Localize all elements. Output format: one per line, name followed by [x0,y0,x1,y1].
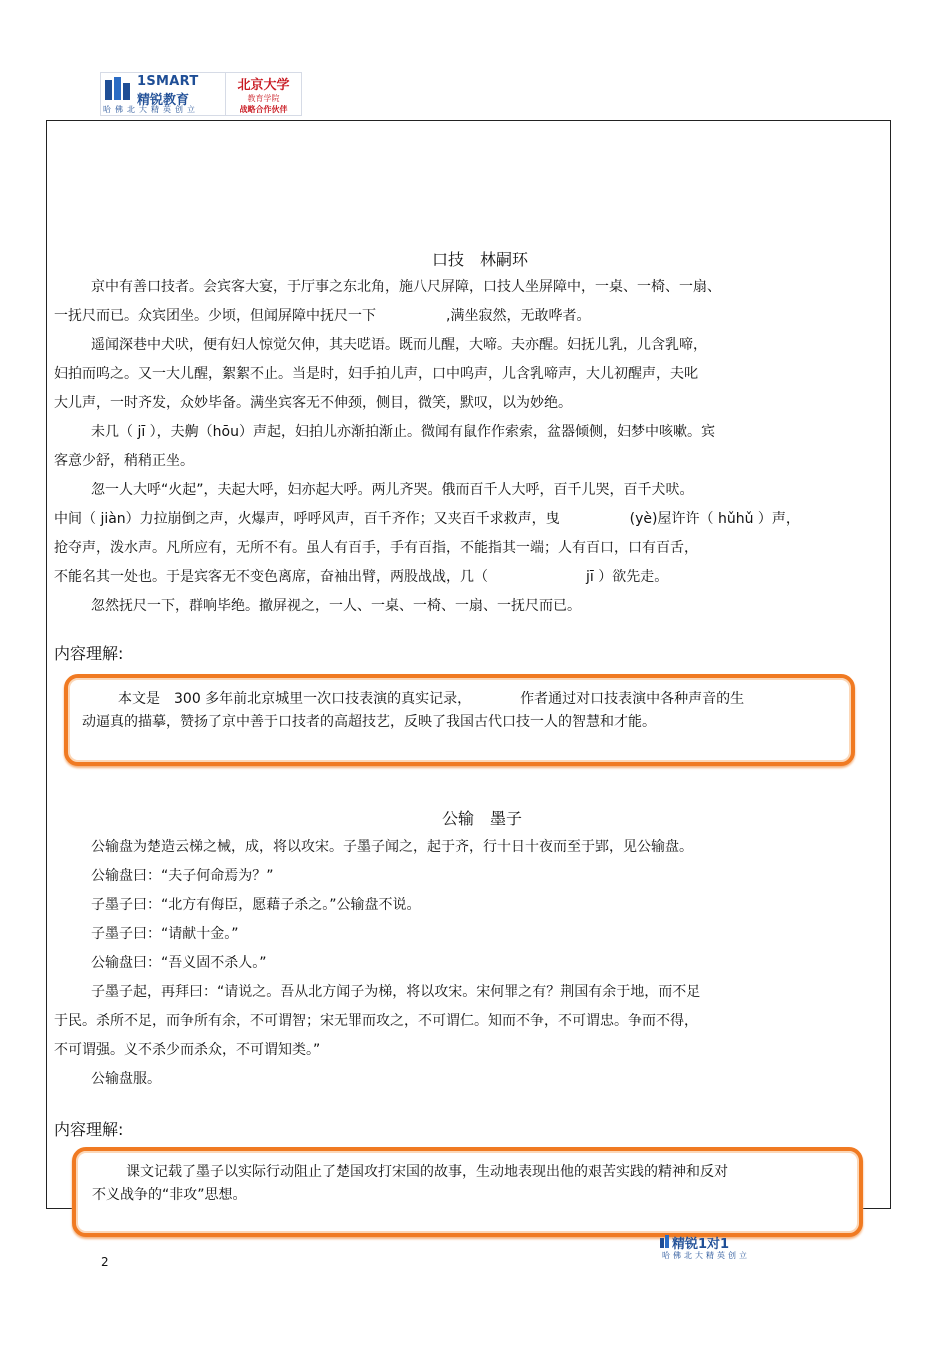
watermark-logo-icon [660,1235,670,1248]
passage2-line: 公输盘曰：“吾义固不杀人。” [91,955,267,971]
passage1-line: 客意少舒，稍稍正坐。 [54,453,194,469]
passage2-line: 子墨子起，再拜曰：“请说之。吾从北方闻子为梯，将以攻宋。宋何罪之有？荆国有余于地，而不足 [91,984,701,1000]
passage2-line: 不可谓强。义不杀少而杀众，不可谓知类。” [54,1042,321,1058]
passage1-title: 口技 林嗣环 [432,250,529,269]
brand-logo [100,72,226,116]
passage1-line: 忽然抚尺一下，群响毕绝。撤屏视之，一人、一桌、一椅、一扇、一抚尺而已。 [91,598,581,614]
partner-name: 北京大学 [237,78,290,93]
passage1-line: 大儿声，一时齐发，众妙毕备。满坐宾客无不伸颈，侧目，微笑，默叹，以为妙绝。 [54,395,572,411]
understanding-text-line: 不义战争的“非攻”思想。 [92,1187,247,1203]
passage1-line: 一抚尺而已。众宾团坐。少顷，但闻屏障中抚尺一下 ,满坐寂然，无敢哗者。 [54,308,591,324]
footer-watermark-logo [660,1233,768,1263]
header-logo [100,72,302,118]
passage2-line: 公输盘服。 [91,1071,161,1087]
passage1-line: 遥闻深巷中犬吠，便有妇人惊觉欠伸，其夫呓语。既而儿醒，大啼。夫亦醒。妇抚儿乳，儿含乳啼， [91,337,707,353]
passage2-line: 公输盘为楚造云梯之械，成，将以攻宋。子墨子闻之，起于齐，行十日十夜而至于郢，见公输盘。 [91,839,693,855]
passage1-understanding-label: 内容理解: [54,644,124,663]
watermark-text: 精锐1对1 [672,1237,730,1252]
passage1-line: 忽一人大呼“火起”，夫起大呼，妇亦起大呼。两儿齐哭。俄而百千人大呼，百千儿哭，百千犬吠。 [91,482,694,498]
brand-name-en: 1SMART [137,74,199,89]
passage1-line: 不能名其一处也。于是宾客无不变色离席，奋袖出臂，两股战战，几（ jī ）欲先走。 [54,569,669,585]
passage2-line: 子墨子曰：“请献十金。” [91,926,239,942]
brand-name-cn: 精锐教育 [137,93,190,108]
understanding-text-line: 动逼真的描摹，赞扬了京中善于口技者的高超技艺，反映了我国古代口技一人的智慧和才能。 [82,714,656,730]
page-number: 2 [101,1255,109,1269]
understanding-text-line: 课文记载了墨子以实际行动阻止了楚国攻打宋国的故事，生动地表现出他的艰苦实践的精神和反对 [126,1164,728,1180]
watermark-slogan: 哈佛北大精英创立 [662,1251,750,1260]
brand-slogan: 哈佛北大精英创立 [103,105,199,114]
passage2-line: 公输盘曰：“夫子何命焉为？” [91,868,274,884]
passage2-line: 于民。杀所不足，而争所有余，不可谓智；宋无罪而攻之，不可谓仁。知而不争，不可谓忠。争而不得， [54,1013,698,1029]
partner-role: 战略合作伙伴 [239,105,288,114]
understanding-text-line: 本文是 300 多年前北京城里一次口技表演的真实记录， 作者通过对口技表演中各种声音的生 [118,691,745,707]
passage1-line: 中间（ jiàn）力拉崩倒之声，火爆声，呼呼风声，百千齐作；又夹百千求救声，曳 (yè)屋许许（ hǔhǔ ）声， [54,511,800,527]
passage2-line: 子墨子曰：“北方有侮臣，愿藉子杀之。”公输盘不说。 [91,897,421,913]
partner-logo [226,72,302,116]
brand-logo-icon [104,77,132,101]
passage2-understanding-label: 内容理解: [54,1120,124,1139]
passage1-line: 抢夺声，泼水声。凡所应有，无所不有。虽人有百手，手有百指，不能指其一端；人有百口，口有百舌， [54,540,698,556]
passage1-line: 未几（ jī ），夫齁（hōu）声起，妇拍儿亦渐拍渐止。微闻有鼠作作索索，盆器倾侧，妇梦中咳嗽。宾 [91,424,715,440]
passage1-line: 京中有善口技者。会宾客大宴，于厅事之东北角，施八尺屏障，口技人坐屏障中，一桌、一椅、一扇、 [91,279,721,295]
passage2-title: 公输 墨子 [442,809,523,828]
passage1-line: 妇拍而呜之。又一大儿醒，絮絮不止。当是时，妇手拍儿声，口中呜声，儿含乳啼声，大儿初醒声，夫叱 [54,366,698,382]
partner-dept: 教育学院 [247,94,280,103]
